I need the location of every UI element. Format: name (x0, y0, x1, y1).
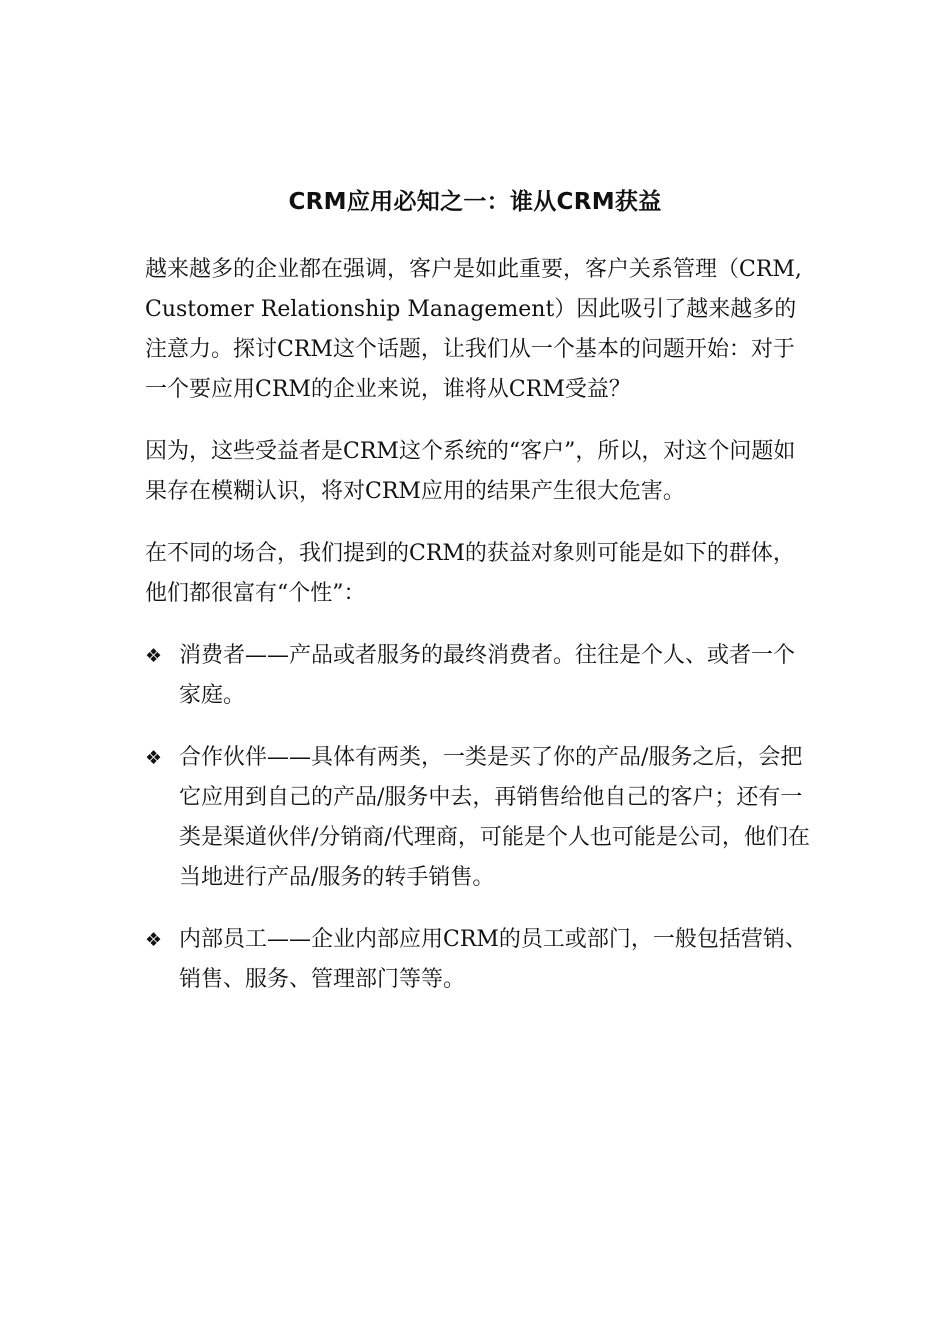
paragraph-beneficiaries: 因为，这些受益者是CRM这个系统的“客户”，所以，对这个问题如果存在模糊认识，将对CRM应用的结果产生很大危害。 (145, 439, 796, 504)
list-item-employees (145, 920, 810, 1000)
list-item-consumers (145, 636, 810, 716)
diamond-bullet-icon: ❖ (145, 645, 163, 667)
list-item-text: 消费者——产品或者服务的最终消费者。往往是个人、或者一个家庭。 (179, 643, 796, 708)
list-item-text: 内部员工——企业内部应用CRM的员工或部门，一般包括营销、销售、服务、管理部门等等。 (179, 927, 807, 992)
diamond-bullet-icon: ❖ (145, 747, 163, 769)
diamond-bullet-icon: ❖ (145, 929, 163, 951)
paragraph-groups: 在不同的场合，我们提到的CRM的获益对象则可能是如下的群体，他们都很富有“个性”： (145, 541, 795, 606)
document-body (145, 250, 810, 1022)
document-title: CRM应用必知之一：谁从CRM获益 (288, 189, 662, 215)
list-item-text: 合作伙伴——具体有两类，一类是买了你的产品/服务之后，会把它应用到自己的产品/服务中去，再销售给他自己的客户；还有一类是渠道伙伴/分销商/代理商，可能是个人也可能是公司，他们在当地进行产品/服务的转手销售。 (179, 745, 810, 890)
paragraph-intro: 越来越多的企业都在强调，客户是如此重要，客户关系管理（CRM, Customer Relationship Management）因此吸引了越来越多的注意力。探讨CRM这个话题，让我们从一个基本的问题开始：对于一个要应用CRM的企业来说，谁将从CRM受益？ (145, 257, 802, 402)
list-item-partners (145, 738, 810, 898)
